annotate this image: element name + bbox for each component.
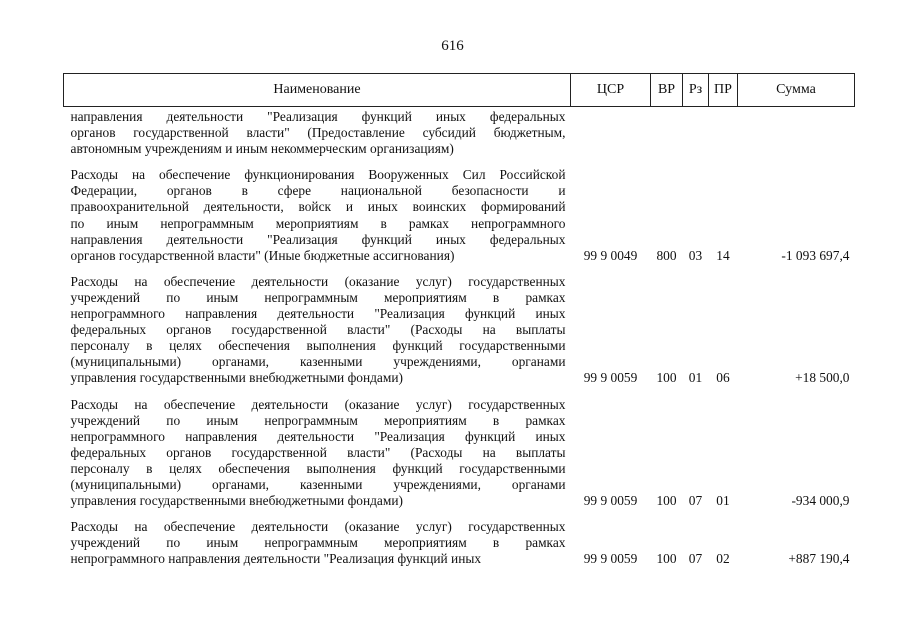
row-name-line: непрограммного направления деятельности "Реализация функций иных [70, 306, 566, 322]
header-pr: ПР [709, 74, 738, 107]
row-rz: 07 [688, 551, 703, 567]
row-name-line: учреждений по иным непрограммным мероприятиям в рамках [70, 535, 566, 551]
row-name-line: персоналу в целях обеспечения выполнения функций государственными [70, 460, 566, 476]
row-sum: -1 093 697,4 [781, 247, 850, 263]
row-csr: 99 9 0059 [583, 370, 638, 386]
row-rz: 03 [688, 247, 703, 263]
row-name-cell [64, 509, 571, 567]
header-name: Наименование [64, 74, 571, 107]
row-pr [709, 107, 738, 158]
header-vr: ВР [651, 74, 683, 107]
row-name-line: Расходы на обеспечение деятельности (оказание услуг) государственных [70, 273, 566, 289]
row-name-line: управления государственными внебюджетными фондами) [70, 370, 403, 386]
row-vr: 100 [656, 370, 677, 386]
table-header-row [64, 74, 855, 107]
row-pr: 02 [716, 551, 730, 567]
row-name-line: направления деятельности "Реализация функций иных федеральных [70, 109, 566, 124]
row-rz: 07 [688, 493, 703, 509]
table-body [64, 107, 855, 568]
header-sum: Сумма [738, 74, 855, 107]
budget-table [63, 73, 855, 567]
row-name-line: непрограммного направления деятельности "Реализация функций иных [70, 551, 482, 567]
row-csr [571, 107, 651, 158]
row-name-line: управления государственными внебюджетными фондами) [70, 493, 403, 509]
row-name-cell [64, 107, 571, 158]
page-number: 616 [441, 38, 464, 54]
row-name-line: федеральных органов государственной власти" (Расходы на выплаты [70, 444, 566, 460]
row-rz: 01 [688, 370, 703, 386]
row-vr [651, 107, 683, 158]
table-row [64, 387, 855, 510]
row-sum: +18 500,0 [795, 370, 850, 386]
header-csr: ЦСР [571, 74, 651, 107]
row-name-line: непрограммного направления деятельности "Реализация функций иных [70, 428, 566, 444]
row-rz [683, 107, 709, 158]
row-name-line: органов государственной власти" (Иные бюджетные ассигнования) [70, 247, 455, 263]
table-row [64, 509, 855, 567]
row-name-cell [64, 387, 571, 510]
row-csr: 99 9 0059 [583, 493, 638, 509]
table-row [64, 264, 855, 387]
row-sum: +887 190,4 [788, 551, 850, 567]
row-name-line: Федерации, органов в сфере национальной безопасности и [70, 183, 566, 199]
row-name-line: Расходы на обеспечение функционирования Вооруженных Сил Российской [70, 167, 566, 183]
table-row [64, 107, 855, 158]
row-pr: 01 [716, 493, 730, 509]
row-vr: 800 [656, 247, 677, 263]
row-name-line: учреждений по иным непрограммным мероприятиям в рамках [70, 289, 566, 305]
row-name-line: персоналу в целях обеспечения выполнения функций государственными [70, 338, 566, 354]
table-row [64, 157, 855, 264]
row-name-line: по иным непрограммным мероприятиям в рамках непрограммного [70, 215, 566, 231]
row-name-cell [64, 157, 571, 264]
row-sum: -934 000,9 [791, 493, 850, 509]
row-name-line: органов государственной власти" (Предоставление субсидий бюджетным, [70, 125, 566, 141]
row-csr: 99 9 0049 [583, 247, 638, 263]
header-rz: Рз [683, 74, 709, 107]
row-pr: 14 [716, 247, 730, 263]
row-name-line: Расходы на обеспечение деятельности (оказание услуг) государственных [70, 396, 566, 412]
row-name-line: Расходы на обеспечение деятельности (оказание услуг) государственных [70, 519, 566, 535]
row-sum [738, 107, 855, 158]
row-name-cell [64, 264, 571, 387]
row-name-line: автономным учреждениям и иным некоммерческим организациям) [70, 141, 454, 157]
row-csr: 99 9 0059 [583, 551, 638, 567]
row-pr: 06 [716, 370, 730, 386]
row-name-line: учреждений по иным непрограммным мероприятиям в рамках [70, 412, 566, 428]
row-name-line: (муниципальными) органами, казенными учреждениями, органами [70, 354, 566, 370]
row-name-line: направления деятельности "Реализация функций иных федеральных [70, 231, 566, 247]
row-name-line: правоохранительной деятельности, войск и иных воинских формирований [70, 199, 566, 215]
row-name-line: (муниципальными) органами, казенными учреждениями, органами [70, 476, 566, 492]
row-name-line: федеральных органов государственной власти" (Расходы на выплаты [70, 322, 566, 338]
row-vr: 100 [656, 551, 677, 567]
row-vr: 100 [656, 493, 677, 509]
